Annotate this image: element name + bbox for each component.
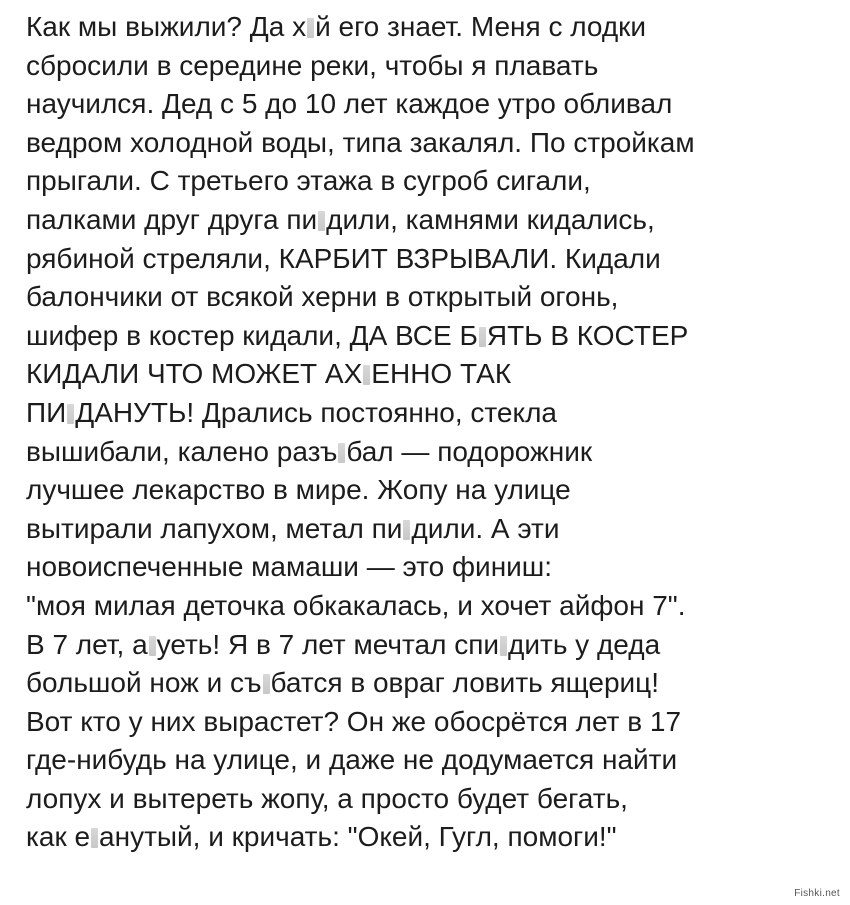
censor-blur <box>149 636 156 656</box>
text-segment: научился. Дед с 5 до 10 лет каждое утро обливал <box>26 88 673 120</box>
text-segment: "моя милая деточка обкакалась, и хочет айфон 7". <box>26 589 686 621</box>
text-body <box>26 8 836 857</box>
text-segment: ПИ <box>26 396 67 428</box>
text-segment: новоиспеченные мамаши — это финиш: <box>26 551 553 583</box>
text-line <box>26 664 836 703</box>
text-line <box>26 201 836 240</box>
censor-blur <box>363 365 370 385</box>
text-line <box>26 433 836 472</box>
text-segment: шифер в костер кидали, ДА ВСЕ Б <box>26 319 478 351</box>
text-line <box>26 8 836 47</box>
text-segment: прыгали. С третьего этажа в сугроб сигали, <box>26 165 591 197</box>
text-segment: й его знает. Меня с лодки <box>315 11 647 42</box>
text-line <box>26 818 836 857</box>
text-segment: ЕННО ТАК <box>371 358 512 390</box>
text-segment: лопух и вытереть жопу, а просто будет бегать, <box>26 782 628 814</box>
censor-blur <box>263 674 270 694</box>
text-line <box>26 278 836 317</box>
text-line <box>26 471 836 510</box>
censor-blur <box>500 636 507 656</box>
text-segment: где-нибудь на улице, и даже не додумается найти <box>26 744 678 776</box>
watermark: Fishki.net <box>794 888 840 899</box>
censor-blur <box>338 443 345 463</box>
text-segment: ДАНУТЬ! Дрались постоянно, стекла <box>75 396 557 428</box>
censor-blur <box>307 18 314 38</box>
text-line <box>26 626 836 665</box>
text-line <box>26 162 836 201</box>
text-line <box>26 240 836 279</box>
text-segment: батся в овраг ловить ящериц! <box>270 667 659 699</box>
text-segment: КИДАЛИ ЧТО МОЖЕТ АХ <box>26 358 363 390</box>
text-segment: вытирали лапухом, метал пи <box>26 512 403 544</box>
text-segment: вышибали, калено разъ <box>26 435 338 467</box>
censor-blur <box>318 211 325 231</box>
text-segment: балончики от всякой херни в открытый огонь, <box>26 281 619 313</box>
text-segment: палками друг друга пи <box>26 203 318 235</box>
text-segment: дили, камнями кидались, <box>326 203 655 235</box>
text-line <box>26 394 836 433</box>
text-segment: большой нож и съ <box>26 667 262 699</box>
text-line <box>26 548 836 587</box>
text-segment: Как мы выжили? Да х <box>26 11 307 42</box>
censor-blur <box>67 404 74 424</box>
text-line <box>26 47 836 86</box>
text-line <box>26 587 836 626</box>
text-segment: уеть! Я в 7 лет мечтал спи <box>156 628 500 660</box>
text-segment: Вот кто у них вырастет? Он же обосрётся лет в 17 <box>26 705 682 737</box>
text-segment: дить у деда <box>508 628 661 660</box>
text-line <box>26 317 836 356</box>
censor-blur <box>403 520 410 540</box>
text-segment: ведром холодной воды, типа закалял. По стройкам <box>26 126 695 158</box>
text-segment: бал — подорожник <box>346 435 593 467</box>
text-segment: сбросили в середине реки, чтобы я плавать <box>26 49 599 81</box>
text-line <box>26 355 836 394</box>
text-segment: В 7 лет, а <box>26 628 148 660</box>
text-segment: как е <box>26 821 91 853</box>
text-segment: анутый, и кричать: "Окей, Гугл, помоги!" <box>99 821 617 853</box>
text-segment: рябиной стреляли, КАРБИТ ВЗРЫВАЛИ. Кидали <box>26 242 661 274</box>
text-segment: лучшее лекарство в мире. Жопу на улице <box>26 474 571 506</box>
text-line <box>26 780 836 819</box>
censor-blur <box>479 327 486 347</box>
text-line <box>26 703 836 742</box>
text-line <box>26 741 836 780</box>
censor-blur <box>91 828 98 848</box>
text-line <box>26 124 836 163</box>
text-segment: дили. А эти <box>411 512 560 544</box>
text-segment: ЯТЬ В КОСТЕР <box>486 319 689 351</box>
text-line <box>26 510 836 549</box>
text-line <box>26 85 836 124</box>
